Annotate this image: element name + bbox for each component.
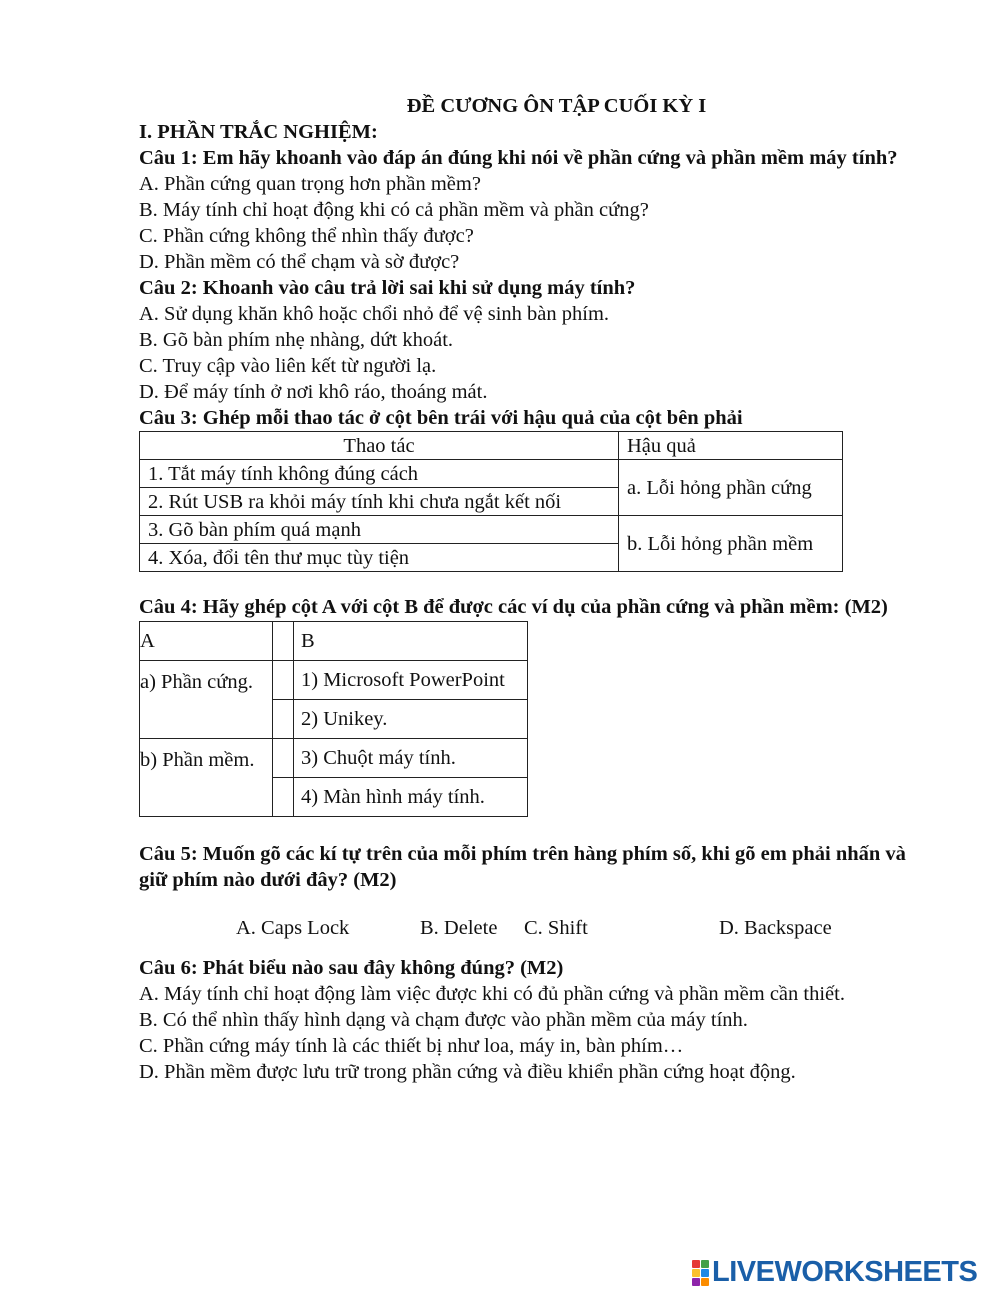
q3-right-a[interactable]: a. Lỗi hỏng phần cứng [619, 460, 843, 516]
q4-spacer [273, 661, 294, 700]
q5-option-d[interactable]: D. Backspace [719, 917, 832, 939]
q3-left-4[interactable]: 4. Xóa, đổi tên thư mục tùy tiện [140, 544, 619, 572]
page-title: ĐỀ CƯƠNG ÔN TẬP CUỐI KỲ I [406, 95, 707, 117]
q1-option-c[interactable]: C. Phần cứng không thể nhìn thấy được? [139, 225, 474, 247]
q3-matching-table [139, 431, 843, 572]
q3-left-1[interactable]: 1. Tắt máy tính không đúng cách [140, 460, 619, 488]
q3-left-3[interactable]: 3. Gõ bàn phím quá mạnh [140, 516, 619, 544]
q4-spacer [273, 739, 294, 778]
q5-option-c[interactable]: C. Shift [524, 917, 588, 939]
question-6: Câu 6: Phát biểu nào sau đây không đúng? (M2) [139, 957, 564, 979]
q1-option-a[interactable]: A. Phần cứng quan trọng hơn phần mềm? [139, 173, 481, 195]
q6-option-a[interactable]: A. Máy tính chỉ hoạt động làm việc được khi có đủ phần cứng và phần mềm cần thiết. [139, 983, 845, 1005]
q5-option-a[interactable]: A. Caps Lock [236, 917, 350, 939]
q4-spacer [273, 778, 294, 817]
q3-right-b[interactable]: b. Lỗi hỏng phần mềm [619, 516, 843, 572]
logo-text: LIVEWORKSHEETS [712, 1256, 978, 1288]
q4-b-2[interactable]: 2) Unikey. [294, 700, 528, 739]
question-3: Câu 3: Ghép mỗi thao tác ở cột bên trái với hậu quả của cột bên phải [139, 407, 743, 429]
q6-option-d[interactable]: D. Phần mềm được lưu trữ trong phần cứng và điều khiển phần cứng hoạt động. [139, 1061, 796, 1083]
question-5: Câu 5: Muốn gõ các kí tự trên của mỗi phím trên hàng phím số, khi gõ em phải nhấn và giữ phím nào dưới đây? (M2) [139, 843, 906, 891]
q3-header-left: Thao tác [140, 432, 619, 460]
q4-spacer [273, 700, 294, 739]
q2-option-b[interactable]: B. Gõ bàn phím nhẹ nhàng, dứt khoát. [139, 329, 454, 351]
q4-header-b: B [294, 622, 528, 661]
q1-option-b[interactable]: B. Máy tính chỉ hoạt động khi có cả phần mềm và phần cứng? [139, 199, 649, 221]
liveworksheets-logo [692, 1256, 977, 1289]
q4-header-a: A [140, 622, 273, 661]
logo-icon [692, 1260, 709, 1286]
q2-option-c[interactable]: C. Truy cập vào liên kết từ người lạ. [139, 355, 437, 377]
q6-option-b[interactable]: B. Có thể nhìn thấy hình dạng và chạm được vào phần mềm của máy tính. [139, 1009, 748, 1031]
q2-option-a[interactable]: A. Sử dụng khăn khô hoặc chổi nhỏ để vệ sinh bàn phím. [139, 303, 610, 325]
q3-left-2[interactable]: 2. Rút USB ra khỏi máy tính khi chưa ngắt kết nối [140, 488, 619, 516]
worksheet [139, 93, 929, 1085]
q4-b-1[interactable]: 1) Microsoft PowerPoint [294, 661, 528, 700]
q4-b-4[interactable]: 4) Màn hình máy tính. [294, 778, 528, 817]
q6-option-c[interactable]: C. Phần cứng máy tính là các thiết bị như loa, máy in, bàn phím… [139, 1035, 684, 1057]
q4-a-2[interactable]: b) Phần mềm. [140, 739, 273, 817]
q5-options [139, 915, 929, 941]
question-1: Câu 1: Em hãy khoanh vào đáp án đúng khi nói về phần cứng và phần mềm máy tính? [139, 147, 898, 169]
section-heading: I. PHẦN TRẮC NGHIỆM: [139, 121, 378, 143]
question-2: Câu 2: Khoanh vào câu trả lời sai khi sử dụng máy tính? [139, 277, 636, 299]
q4-a-1[interactable]: a) Phần cứng. [140, 661, 273, 739]
q4-spacer [273, 622, 294, 661]
q1-option-d[interactable]: D. Phần mềm có thể chạm và sờ được? [139, 251, 460, 273]
q4-b-3[interactable]: 3) Chuột máy tính. [294, 739, 528, 778]
q2-option-d[interactable]: D. Để máy tính ở nơi khô ráo, thoáng mát. [139, 381, 488, 403]
q4-matching-table [139, 621, 528, 817]
question-4: Câu 4: Hãy ghép cột A với cột B để được các ví dụ của phần cứng và phần mềm: (M2) [139, 596, 888, 618]
q3-header-right: Hậu quả [619, 432, 843, 460]
q5-option-b[interactable]: B. Delete [420, 917, 498, 939]
